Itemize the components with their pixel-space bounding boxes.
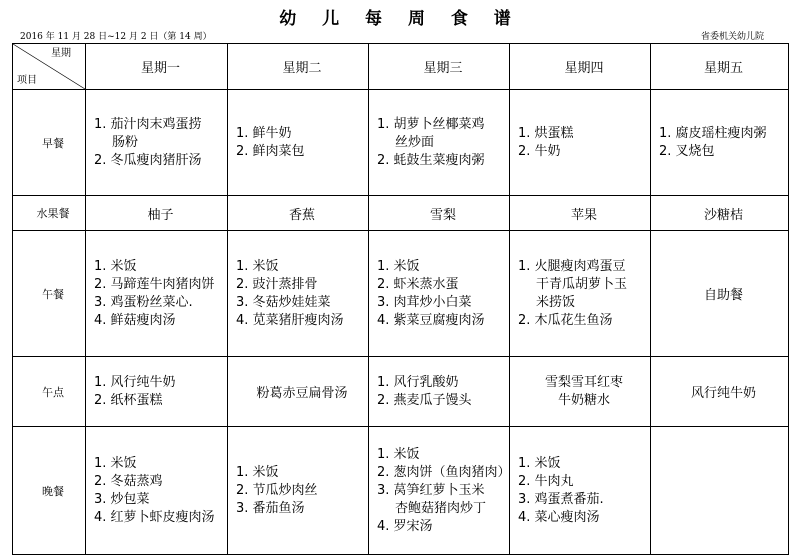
row-label-dinner: 晚餐	[13, 427, 86, 555]
menu-line: 3. 肉茸炒小白菜	[377, 294, 472, 310]
menu-line: 1. 鲜牛奶	[236, 125, 292, 141]
menu-line: 米捞饭	[536, 294, 576, 310]
dinner-fri	[651, 427, 789, 555]
menu-line: 2. 马蹄莲牛肉猪肉饼	[94, 276, 215, 292]
menu-line: 2. 蚝鼓生菜瘦肉粥	[377, 152, 485, 168]
fruit-row	[13, 196, 789, 231]
dinner-wed	[369, 427, 510, 555]
day-header-wed: 星期三	[369, 44, 510, 90]
menu-line: 杏鲍菇猪肉炒丁	[395, 500, 487, 516]
corner-weekday-label: 星期	[51, 48, 71, 59]
menu-line: 3. 炒包菜	[94, 491, 150, 507]
snack-wed	[369, 357, 510, 427]
menu-line: 4. 菜心瘦肉汤	[518, 509, 600, 525]
page-title: 幼 儿 每 周 食 谱	[279, 9, 521, 29]
menu-line: 1. 米饭	[94, 455, 137, 471]
menu-line: 2. 燕麦瓜子馒头	[377, 392, 472, 408]
fruit-fri: 沙糖桔	[651, 196, 789, 231]
menu-line: 1. 米饭	[236, 464, 279, 480]
menu-line: 3. 番茄鱼汤	[236, 500, 305, 516]
lunch-mon	[86, 231, 228, 357]
menu-line: 雪梨雪耳红枣	[544, 374, 623, 390]
day-header-mon: 星期一	[86, 44, 228, 90]
lunch-thu	[510, 231, 651, 357]
breakfast-thu	[510, 90, 651, 196]
menu-line: 1. 米饭	[94, 258, 137, 274]
menu-line: 1. 胡萝卜丝椰菜鸡	[377, 116, 485, 132]
organization-name: 省委机关幼儿院	[700, 32, 764, 42]
menu-line: 4. 苋菜猪肝瘦肉汤	[236, 312, 344, 328]
day-header-tue: 星期二	[228, 44, 369, 90]
menu-line: 丝炒面	[395, 134, 435, 150]
header-row	[13, 44, 789, 90]
menu-line: 1. 烘蛋糕	[518, 125, 574, 141]
menu-line: 1. 米饭	[236, 258, 279, 274]
menu-line: 2. 牛奶	[518, 143, 561, 159]
dinner-tue	[228, 427, 369, 555]
menu-line: 3. 莴笋红萝卜玉米	[377, 482, 485, 498]
lunch-fri: 自助餐	[651, 231, 789, 357]
menu-line: 牛奶糖水	[557, 392, 610, 408]
row-label-breakfast: 早餐	[13, 90, 86, 196]
menu-line: 4. 紫菜豆腐瘦肉汤	[377, 312, 485, 328]
lunch-wed	[369, 231, 510, 357]
breakfast-fri	[651, 90, 789, 196]
menu-line: 3. 冬菇炒娃娃菜	[236, 294, 331, 310]
row-label-snack: 午点	[13, 357, 86, 427]
menu-line: 4. 鲜菇瘦肉汤	[94, 312, 176, 328]
menu-line: 2. 鲜肉菜包	[236, 143, 305, 159]
menu-line: 3. 鸡蛋粉丝菜心.	[94, 294, 193, 310]
menu-line: 2. 冬菇蒸鸡	[94, 473, 163, 489]
menu-line: 1. 米饭	[377, 258, 420, 274]
menu-line: 2. 豉汁蒸排骨	[236, 276, 318, 292]
dinner-thu	[510, 427, 651, 555]
snack-row	[13, 357, 789, 427]
menu-line: 干青瓜胡萝卜玉	[536, 276, 628, 292]
fruit-thu: 苹果	[510, 196, 651, 231]
breakfast-wed	[369, 90, 510, 196]
date-range: 2016 年 11 月 28 日~12 月 2 日（第 14 周）	[20, 32, 212, 42]
snack-mon	[86, 357, 228, 427]
row-label-lunch: 午餐	[13, 231, 86, 357]
fruit-mon: 柚子	[86, 196, 228, 231]
menu-line: 3. 鸡蛋煮番茄.	[518, 491, 604, 507]
menu-line: 1. 腐皮瑶柱瘦肉粥	[659, 125, 767, 141]
snack-thu	[510, 357, 651, 427]
menu-line: 1. 风行乳酸奶	[377, 374, 459, 390]
fruit-wed: 雪梨	[369, 196, 510, 231]
menu-line: 1. 茄汁肉末鸡蛋捞	[94, 116, 202, 132]
menu-line: 2. 葱肉饼（鱼肉猪肉）	[377, 464, 511, 480]
breakfast-mon	[86, 90, 228, 196]
menu-line: 1. 风行纯牛奶	[94, 374, 176, 390]
menu-line: 1. 米饭	[518, 455, 561, 471]
corner-header-cell	[13, 44, 86, 90]
breakfast-row	[13, 90, 789, 196]
menu-line: 2. 牛肉丸	[518, 473, 574, 489]
menu-line: 1. 米饭	[377, 446, 420, 462]
dinner-row	[13, 427, 789, 555]
menu-line: 1. 火腿瘦肉鸡蛋豆	[518, 258, 626, 274]
menu-line: 4. 罗宋汤	[377, 518, 433, 534]
menu-line: 2. 节瓜炒肉丝	[236, 482, 318, 498]
snack-fri: 风行纯牛奶	[651, 357, 789, 427]
corner-item-label: 项目	[17, 75, 37, 86]
fruit-tue: 香蕉	[228, 196, 369, 231]
menu-line: 2. 叉烧包	[659, 143, 715, 159]
menu-line: 2. 虾米蒸水蛋	[377, 276, 459, 292]
day-header-fri: 星期五	[651, 44, 789, 90]
day-header-thu: 星期四	[510, 44, 651, 90]
dinner-mon	[86, 427, 228, 555]
menu-line: 2. 冬瓜瘦肉猪肝汤	[94, 152, 202, 168]
lunch-row	[13, 231, 789, 357]
snack-tue: 粉葛赤豆扁骨汤	[228, 357, 369, 427]
lunch-tue	[228, 231, 369, 357]
menu-line: 2. 纸杯蛋糕	[94, 392, 163, 408]
row-label-fruit: 水果餐	[13, 196, 86, 231]
menu-line: 肠粉	[112, 134, 139, 150]
menu-line: 2. 木瓜花生鱼汤	[518, 312, 613, 328]
menu-line: 4. 红萝卜虾皮瘦肉汤	[94, 509, 215, 525]
weekly-menu-table	[12, 43, 789, 555]
breakfast-tue	[228, 90, 369, 196]
